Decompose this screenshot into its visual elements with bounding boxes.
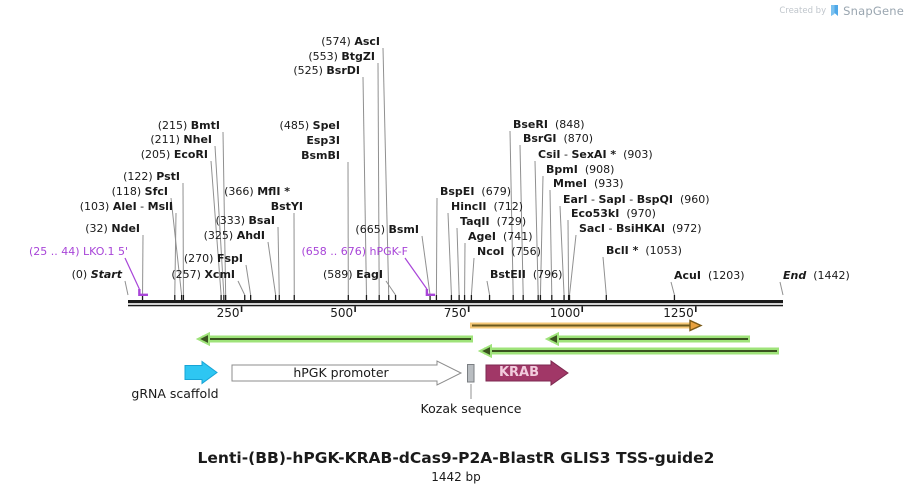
enzyme-name: SexAI *: [571, 148, 617, 161]
site-label-bpmi[interactable]: [546, 163, 614, 176]
site-label-ndei[interactable]: [85, 222, 140, 235]
site-label-eagi[interactable]: [323, 268, 383, 281]
leader-line: [386, 281, 396, 295]
enzyme-name: MflI *: [257, 185, 290, 198]
site-label-bsai[interactable]: [215, 214, 275, 227]
enzyme-name: EarI: [563, 193, 588, 206]
enzyme-name: BsrGI: [523, 132, 557, 145]
feature-hpgk-promoter-label[interactable]: hPGK promoter: [293, 365, 389, 380]
enzyme-name: BspEI: [440, 185, 475, 198]
site-label-nhei[interactable]: [150, 133, 212, 146]
site-label-fspi[interactable]: [184, 252, 243, 265]
watermark-brand: SnapGene: [843, 4, 904, 18]
site-label-bsmbi[interactable]: [301, 149, 340, 162]
enzyme-name: End: [783, 269, 807, 282]
leader-line: [378, 63, 379, 295]
enzyme-name: MmeI: [553, 177, 587, 190]
enzyme-name: AscI: [354, 35, 380, 48]
primer-site-mark: [427, 289, 435, 295]
leader-line: [471, 258, 474, 295]
site-position: (1442): [813, 269, 850, 282]
site-position: (1053): [645, 244, 682, 257]
site-label-sfci[interactable]: [112, 185, 168, 198]
site-label-psti[interactable]: [123, 170, 180, 183]
orange-alignment-arrowhead[interactable]: [690, 321, 701, 331]
site-position: (333): [215, 214, 246, 227]
leader-line: [671, 282, 674, 295]
enzyme-name: EagI: [356, 268, 383, 281]
primer-site-mark: [139, 289, 148, 295]
enzyme-name: AhdI: [236, 229, 265, 242]
site-position: (679): [481, 185, 512, 198]
site-position: (366): [224, 185, 254, 198]
site-position: (205): [140, 148, 171, 161]
site-label-taqii[interactable]: [460, 215, 526, 228]
site-position: (553): [308, 50, 338, 63]
enzyme-name: AleI: [112, 200, 137, 213]
site-position: (870): [563, 132, 594, 145]
enzyme-name: AcuI: [674, 269, 701, 282]
site-label-eari-sapi-bspqi[interactable]: [563, 193, 710, 206]
leader-line: [570, 235, 576, 295]
site-label-eco53ki[interactable]: [571, 207, 656, 220]
enzyme-name: NheI: [183, 133, 212, 146]
enzyme-name: Esp3I: [306, 134, 340, 147]
site-position: (665): [355, 223, 385, 236]
site-position: (525): [293, 64, 323, 77]
site-position: (589): [323, 268, 353, 281]
enzyme-name: BstYI: [270, 200, 303, 213]
ruler-number-500: 500: [330, 306, 354, 320]
feature-grna-scaffold[interactable]: [185, 362, 217, 384]
feature-kozak-sequence[interactable]: [468, 365, 475, 383]
site-position: (270): [183, 252, 214, 265]
leader-line: [268, 242, 276, 295]
site-position: (325): [203, 229, 234, 242]
site-position: (848): [554, 118, 585, 131]
enzyme-name: MslI: [147, 200, 173, 213]
site-label-xcmi[interactable]: [171, 268, 235, 281]
enzyme-name: BmtI: [190, 119, 220, 132]
enzyme-name: CsiI: [538, 148, 561, 161]
enzyme-name: XcmI: [204, 268, 235, 281]
site-position: (756): [511, 245, 541, 258]
enzyme-name: BstEII: [490, 268, 526, 281]
primer-leader-line: [125, 258, 139, 289]
site-position: (215): [157, 119, 188, 132]
watermark-created-by: Created by: [779, 6, 827, 16]
site-label-ahdi[interactable]: [204, 229, 265, 242]
site-position: (903): [623, 148, 653, 161]
enzyme-name: TaqII: [460, 215, 490, 228]
site-position: (103): [79, 200, 110, 213]
enzyme-name: BsiHKAI: [615, 222, 665, 235]
site-label-hincii[interactable]: [451, 200, 523, 213]
site-label-bsrgi[interactable]: [523, 132, 593, 145]
leader-line: [436, 198, 437, 295]
green-alignment-arrowhead-1[interactable]: [198, 334, 209, 345]
site-label-btgzi[interactable]: [308, 50, 375, 63]
leader-line: [448, 213, 451, 295]
site-position: (933): [593, 177, 624, 190]
site-position: (729): [496, 215, 527, 228]
leader-line: [238, 281, 245, 295]
enzyme-name: BpmI: [546, 163, 578, 176]
site-position: (257): [171, 268, 201, 281]
site-label-agei[interactable]: [468, 230, 533, 243]
leader-line: [487, 281, 490, 295]
site-label-mfli[interactable]: [224, 185, 290, 198]
sequence-baseline: [128, 300, 783, 303]
enzyme-name: BclI *: [606, 244, 639, 257]
site-label-acui[interactable]: [674, 269, 745, 282]
enzyme-name: Start: [90, 268, 122, 281]
enzyme-name: BtgZI: [341, 50, 375, 63]
feature-krab-label[interactable]: KRAB: [498, 365, 540, 380]
leader-line: [422, 236, 430, 295]
enzyme-name: BsrDI: [326, 64, 360, 77]
leader-line: [780, 282, 783, 295]
enzyme-name: HincII: [451, 200, 487, 213]
site-position: (574): [321, 35, 351, 48]
site-position: (211): [150, 133, 180, 146]
feature-grna-scaffold-label: gRNA scaffold: [131, 386, 219, 401]
enzyme-name: BspQI: [636, 193, 673, 206]
leader-line: [125, 281, 128, 295]
site-position: (712): [493, 200, 524, 213]
enzyme-name: FspI: [216, 252, 243, 265]
leader-line: [363, 77, 366, 295]
site-position: (485): [279, 119, 310, 132]
site-position: (118): [111, 185, 142, 198]
enzyme-name: NcoI: [477, 245, 505, 258]
site-position: (796): [532, 268, 563, 281]
green-alignment-arrowhead-2[interactable]: [547, 334, 558, 345]
leader-line: [278, 227, 279, 295]
site-position: (0): [71, 268, 88, 281]
ruler-number-750: 750: [443, 306, 467, 320]
site-label-saci-bsihkai[interactable]: [579, 222, 702, 235]
site-label-start[interactable]: [72, 268, 122, 281]
site-position: (32): [85, 222, 108, 235]
plasmid-title: Lenti-(BB)-hPGK-KRAB-dCas9-P2A-BlastR GLIS3 TSS-guide2: [197, 449, 715, 467]
site-position: (960): [679, 193, 710, 206]
enzyme-name: BsaI: [248, 214, 275, 227]
enzyme-name: BseRI: [513, 118, 548, 131]
ruler-number-1000: 1000: [549, 306, 581, 320]
enzyme-separator: -: [604, 222, 616, 235]
site-label-ecori[interactable]: [141, 148, 208, 161]
site-label-end[interactable]: [783, 269, 850, 282]
enzyme-name: BsmBI: [301, 149, 340, 162]
green-alignment-arrowhead-3[interactable]: [480, 346, 491, 357]
site-position: (1203): [707, 269, 745, 282]
site-label-ncoi[interactable]: [477, 245, 541, 258]
primer-leader-line: [405, 258, 427, 289]
ruler-number-1250: 1250: [663, 306, 694, 320]
ruler-number-250: 250: [216, 306, 240, 320]
enzyme-name: SfcI: [144, 185, 168, 198]
enzyme-separator: -: [560, 148, 572, 161]
leader-line: [568, 220, 569, 295]
site-label-bsteii[interactable]: [490, 268, 562, 281]
primer-label-lko-1-5[interactable]: (25 .. 44) LKO.1 5': [28, 245, 128, 258]
site-label-mmei[interactable]: [553, 177, 624, 190]
site-label-bstyi[interactable]: [271, 200, 303, 213]
site-label-bsmi[interactable]: [355, 223, 419, 236]
site-label-csii-sexai[interactable]: [538, 148, 653, 161]
enzyme-name: SacI: [579, 222, 605, 235]
feature-kozak-sequence-label: Kozak sequence: [420, 401, 522, 416]
primer-label-hpgk-f[interactable]: (658 .. 676) hPGK-F: [301, 245, 408, 258]
enzyme-name: Eco53kI: [571, 207, 620, 220]
enzyme-name: EcoRI: [173, 148, 208, 161]
leader-line: [560, 206, 564, 295]
site-label-alei-msli[interactable]: [80, 200, 173, 213]
site-label-asci[interactable]: [321, 35, 380, 48]
site-position: (908): [584, 163, 615, 176]
site-position: (970): [626, 207, 656, 220]
enzyme-separator: -: [625, 193, 637, 206]
site-position: (741): [502, 230, 533, 243]
enzyme-name: AgeI: [468, 230, 496, 243]
plasmid-length: 1442 bp: [431, 470, 481, 484]
watermark: [779, 4, 904, 18]
leader-line: [603, 257, 606, 295]
enzyme-separator: -: [587, 193, 599, 206]
enzyme-name: SpeI: [312, 119, 340, 132]
leader-line: [175, 213, 176, 295]
site-label-spei[interactable]: [280, 119, 340, 132]
site-position: (122): [123, 170, 153, 183]
enzyme-separator: -: [136, 200, 148, 213]
site-label-bmti[interactable]: [158, 119, 220, 132]
leader-line: [457, 228, 459, 295]
enzyme-name: BsmI: [388, 223, 419, 236]
title-block: [0, 449, 912, 484]
enzyme-name: SapI: [598, 193, 626, 206]
leader-line: [246, 265, 251, 295]
site-position: (972): [671, 222, 702, 235]
enzyme-name: PstI: [156, 170, 180, 183]
snapgene-logo-icon: [830, 5, 839, 17]
site-label-bsrdi[interactable]: [293, 64, 360, 77]
site-label-bseri[interactable]: [513, 118, 585, 131]
site-label-esp3i[interactable]: [306, 134, 340, 147]
enzyme-name: NdeI: [111, 222, 140, 235]
site-label-bcli[interactable]: [606, 244, 682, 257]
site-label-bspei[interactable]: [440, 185, 511, 198]
